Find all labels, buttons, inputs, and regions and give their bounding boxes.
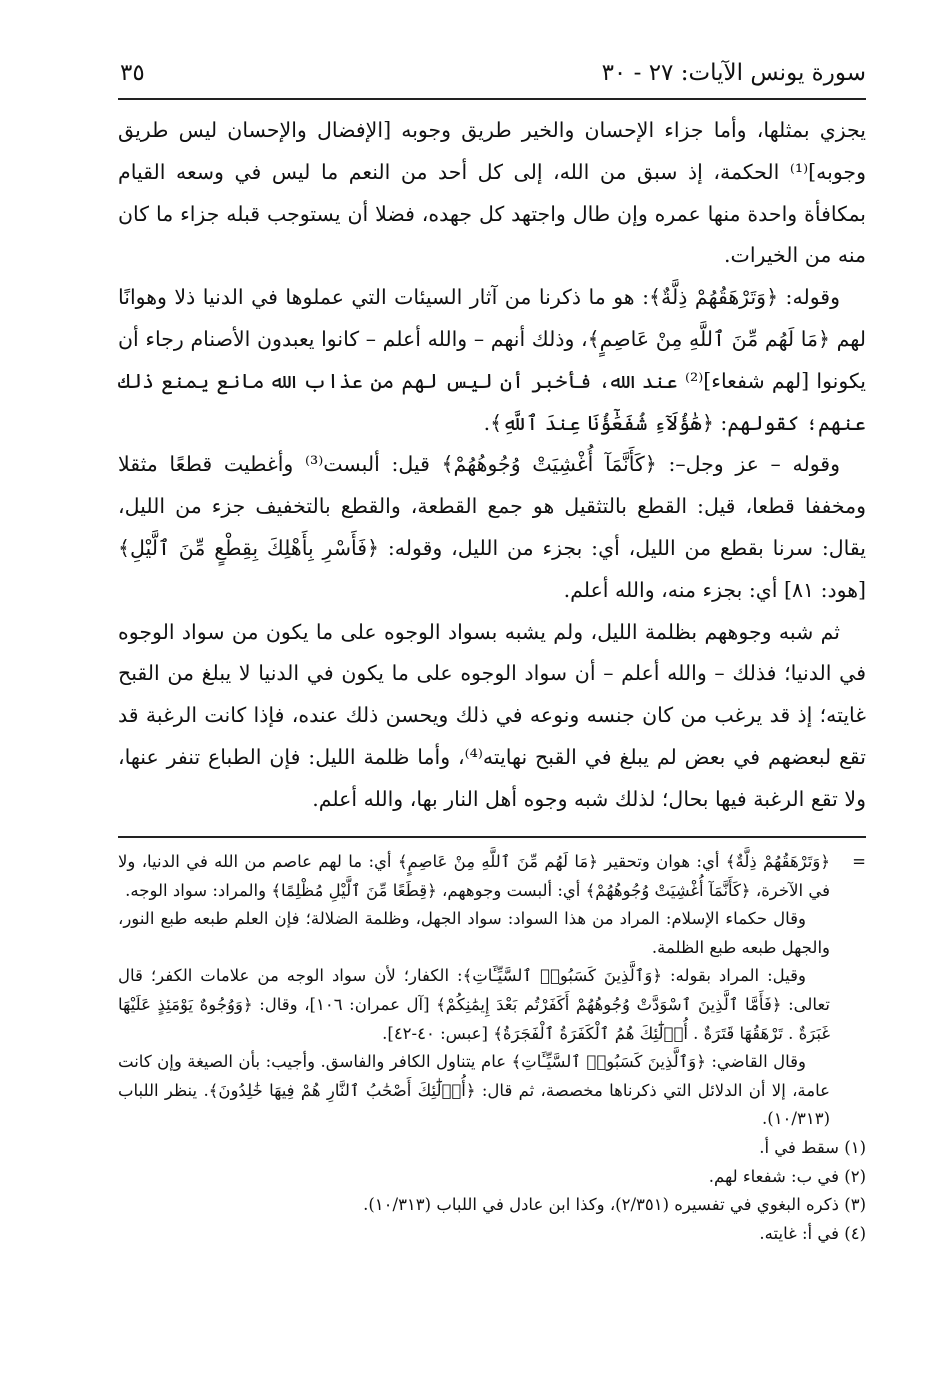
note-text-3: وقيل: المراد بقوله: ﴿وَٱلَّذِينَ كَسَبُوا۟ ٱلسَّيِّـَٔاتِ﴾: الكفار؛ لأن سواد الوجه من علامات الكفر؛ قال تعالى: ﴿فَأَمَّا ٱلَّذِينَ ٱسْوَدَّتْ وُجُوهُهُمْ أَكَفَرْتُم بَعْدَ إِيمَٰنِكُمْ﴾ [آل عمران: ١٠٦]، وقال: ﴿وَوُجُوهٌ يَوْمَئِذٍ عَلَيْهَا غَبَرَةٌ . تَرْهَقُهَا قَتَرَةٌ . أُو۟لَٰٓئِكَ هُمُ ٱلْكَفَرَةُ ٱلْفَجَرَةُ﴾ [عبس: ٤٠-٤٢]. [118,966,831,1043]
footnotes-area [118,848,866,1248]
note-text-4: وقال القاضي: ﴿وَٱلَّذِينَ كَسَبُوا۟ ٱلسَّيِّـَٔاتِ﴾ عام يتناول الكافر والفاسق. وأجيب: بأن الصيغة وإن كانت عامة، إلا أن الدلائل التي ذكرناها مخصصة، ثم قال: ﴿أُو۟لَٰٓئِكَ أَصْحَٰبُ ٱلنَّارِ هُمْ فِيهَا خَٰلِدُونَ﴾. ينظر اللباب (١٠/٣١٣). [118,1052,830,1129]
note-text-1: ﴿وَتَرْهَقُهُمْ ذِلَّةٌ﴾ أي: هوان وتحقير ﴿مَا لَهُم مِّنَ ٱللَّهِ مِنْ عَاصِمٍ﴾ أي: ما لهم عاصم من الله في الدنيا، ولا في الآخرة، ﴿كَأَنَّمَآ أُغْشِيَتْ وُجُوهُهُمْ﴾ أي: ألبست وجوههم، ﴿قِطَعًا مِّنَ ٱلَّيْلِ مُظْلِمًا﴾ والمراد: سواد الوجه. [118,852,830,900]
note-continuation [118,848,866,905]
paragraph-4: ثم شبه وجوههم بظلمة الليل، ولم يشبه بسواد الوجوه على ما يكون من سواد الوجوه في الدنيا؛ فذلك – والله أعلم – أن سواد الوجوه على ما يكون في الدنيا لا يبلغ من القبح غايته؛ إذ قد يرغب من كان جنسه ونوعه في ذلك ويحسن ذلك عنده، فإذا كانت الرغبة قد تقع لبعضهم في بعض لم يبلغ في القبح نهايته⁽⁴⁾، وأما ظلمة الليل: فإن الطباع تنفر عنها، ولا تقع الرغبة فيها بحال؛ لذلك شبه وجوه أهل النار بها، والله أعلم. [118,619,866,811]
running-header [120,52,866,94]
footnote-rule [118,836,866,838]
header-rule [118,98,866,100]
header-title: سورة يونس الآيات: ٢٧ - ٣٠ [601,60,866,86]
footnote-1: (١) سقط في أ. [759,1137,866,1157]
paragraph-1: يجزي بمثلها، وأما جزاء الإحسان والخير طريق وجوبه [الإفضال والإحسان ليس طريق وجوبه]⁽¹⁾ الحكمة، إذ سبق من الله، إلى كل أحد من النعم ما ليس في وسعه القيام بمكافأة واحدة منها عمره وإن طال واجتهد كل جهده، فضلا أن يستوجب قبله جزاء ما كان منه من الخيرات. [118,118,866,268]
footnote-4: (٤) في أ: غايته. [759,1223,866,1243]
page-number: ٣٥ [120,60,145,86]
paragraph-3: وقوله – عز وجل–: ﴿كَأَنَّمَآ أُغْشِيَتْ وُجُوهُهُمْ﴾ قيل: ألبست⁽³⁾ وأغطيت قطعًا مثقلا ومخففا قطعا، قيل: القطع بالتثقيل هو جمع القطعة، والقطع بالتخفيف جزء من الليل، يقال: سرنا بقطع من الليل، أي: بجزء من الليل، وقوله: ﴿فَأَسْرِ بِأَهْلِكَ بِقِطْعٍ مِّنَ ٱلَّيْلِ﴾ [هود: ٨١] أي: بجزء منه، والله أعلم. [118,452,866,602]
footnote-2: (٢) في ب: شفعاء لهم. [708,1166,866,1186]
note-text-2: وقال حكماء الإسلام: المراد من هذا السواد: سواد الجهل، وظلمة الضلالة؛ فإن العلم طبعه طبع النور، والجهل طبعه طبع الظلمة. [118,909,830,957]
main-text [118,110,866,821]
footnote-3: (٣) ذكره البغوي في تفسيره (٢/٣٥١)، وكذا ابن عادل في اللباب (١٠/٣١٣). [363,1195,866,1215]
continuation-marker: = [852,852,866,871]
paragraph-2: وقوله: ﴿وَتَرْهَقُهُمْ ذِلَّةٌ﴾: هو ما ذكرنا من آثار السيئات التي عملوها في الدنيا ذلا وهوانًا لهم ﴿مَا لَهُم مِّنَ ٱللَّهِ مِنْ عَاصِمٍ﴾، وذلك أنهم – والله أعلم – كانوا يعبدون الأصنام رجاء أن يكونوا [لهم شفعاء]⁽²⁾ عند الله، فأخبر أن ليس لهم من عذاب الله مانع يمنع ذلك عنهم؛ كقولهم: ﴿هَٰؤُلَآءِ شُفَعَٰٓؤُنَا عِندَ ٱللَّهِ﴾. [118,285,866,435]
